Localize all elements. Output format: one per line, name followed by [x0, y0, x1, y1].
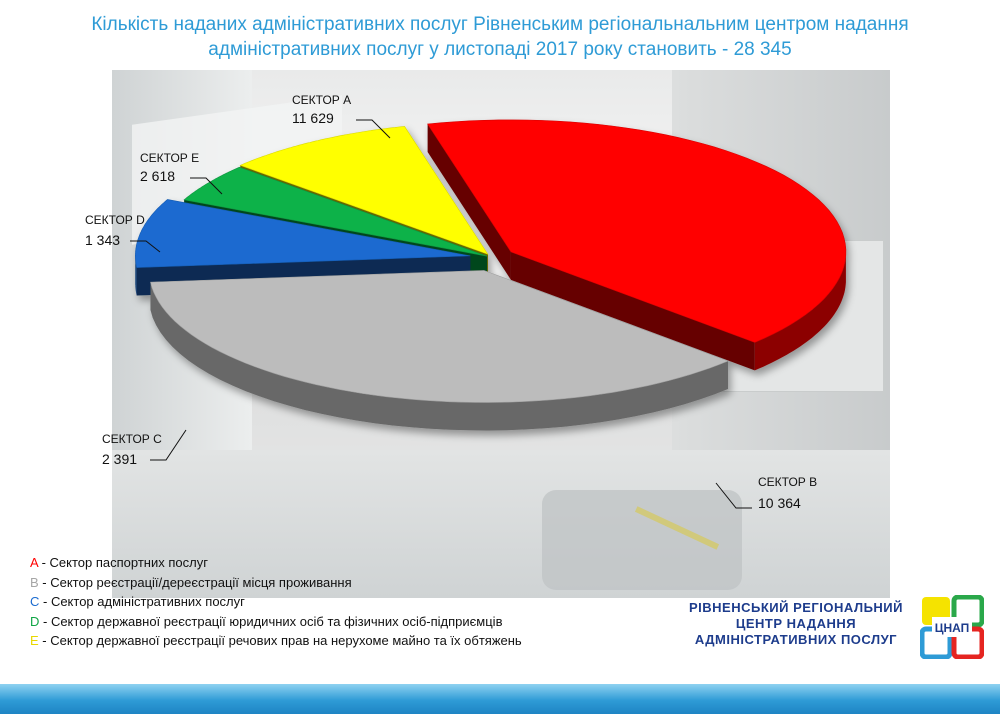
legend-letter-d: D [30, 613, 40, 629]
slice-label-c: СЕКТОР C [102, 432, 162, 446]
legend-item-a [30, 553, 522, 573]
slice-value-d: 1 343 [85, 232, 121, 248]
pie-slices [135, 120, 846, 431]
slice-label-b: СЕКТОР B [758, 475, 818, 489]
slice-label-e: СЕКТОР E [140, 151, 200, 165]
legend-item-e [30, 631, 522, 651]
logo-text: ЦНАП [934, 621, 970, 635]
legend-text-d: - Сектор державної реєстрації юридичних осіб та фізичних осіб-підприємців [39, 613, 503, 629]
slice-value-a: 11 629 [292, 110, 334, 126]
legend-text-b: - Сектор реєстрації/дереєстрації місця проживання [38, 574, 352, 590]
chart-title-line-2: адміністративних послуг у листопаді 2017 року становить - 28 345 [208, 39, 792, 60]
cnap-logo-icon [920, 595, 984, 659]
legend-text-e: - Сектор державної реєстрації речових прав на нерухоме майно та їх обтяжень [38, 633, 522, 648]
legend-letter-a: A [30, 555, 38, 570]
legend-text-c: - Сектор адміністративних послуг [39, 594, 245, 609]
legend-item-b [30, 573, 522, 593]
legend-text-a: - Сектор паспортних послуг [37, 555, 208, 570]
organization-name-line-1: РІВНЕНСЬКИЙ РЕГІОНАЛЬНИЙ [689, 600, 903, 615]
slice-value-b: 10 364 [758, 495, 801, 511]
organization-name-line-2: ЦЕНТР НАДАННЯ [735, 616, 857, 631]
legend-letter-e: E [30, 633, 39, 648]
legend-letter-c: C [30, 594, 40, 609]
organization-name [682, 600, 910, 648]
leader-line-b [716, 483, 752, 508]
slice-value-e: 2 618 [140, 168, 176, 184]
organization-name-line-3: АДМІНІСТРАТИВНИХ ПОСЛУГ [694, 632, 898, 647]
legend-letter-b: B [30, 574, 39, 590]
slice-label-a: СЕКТОР A [292, 93, 352, 107]
slice-value-c: 2 391 [102, 451, 138, 467]
footer-bar [0, 684, 1000, 714]
legend [30, 553, 522, 651]
legend-item-d [30, 612, 522, 632]
chart-title-line-1: Кількість наданих адміністративних послуг Рівненським регіональнальним центром надання [91, 14, 909, 35]
slice-label-d: СЕКТОР D [85, 213, 145, 227]
legend-item-c [30, 592, 522, 612]
